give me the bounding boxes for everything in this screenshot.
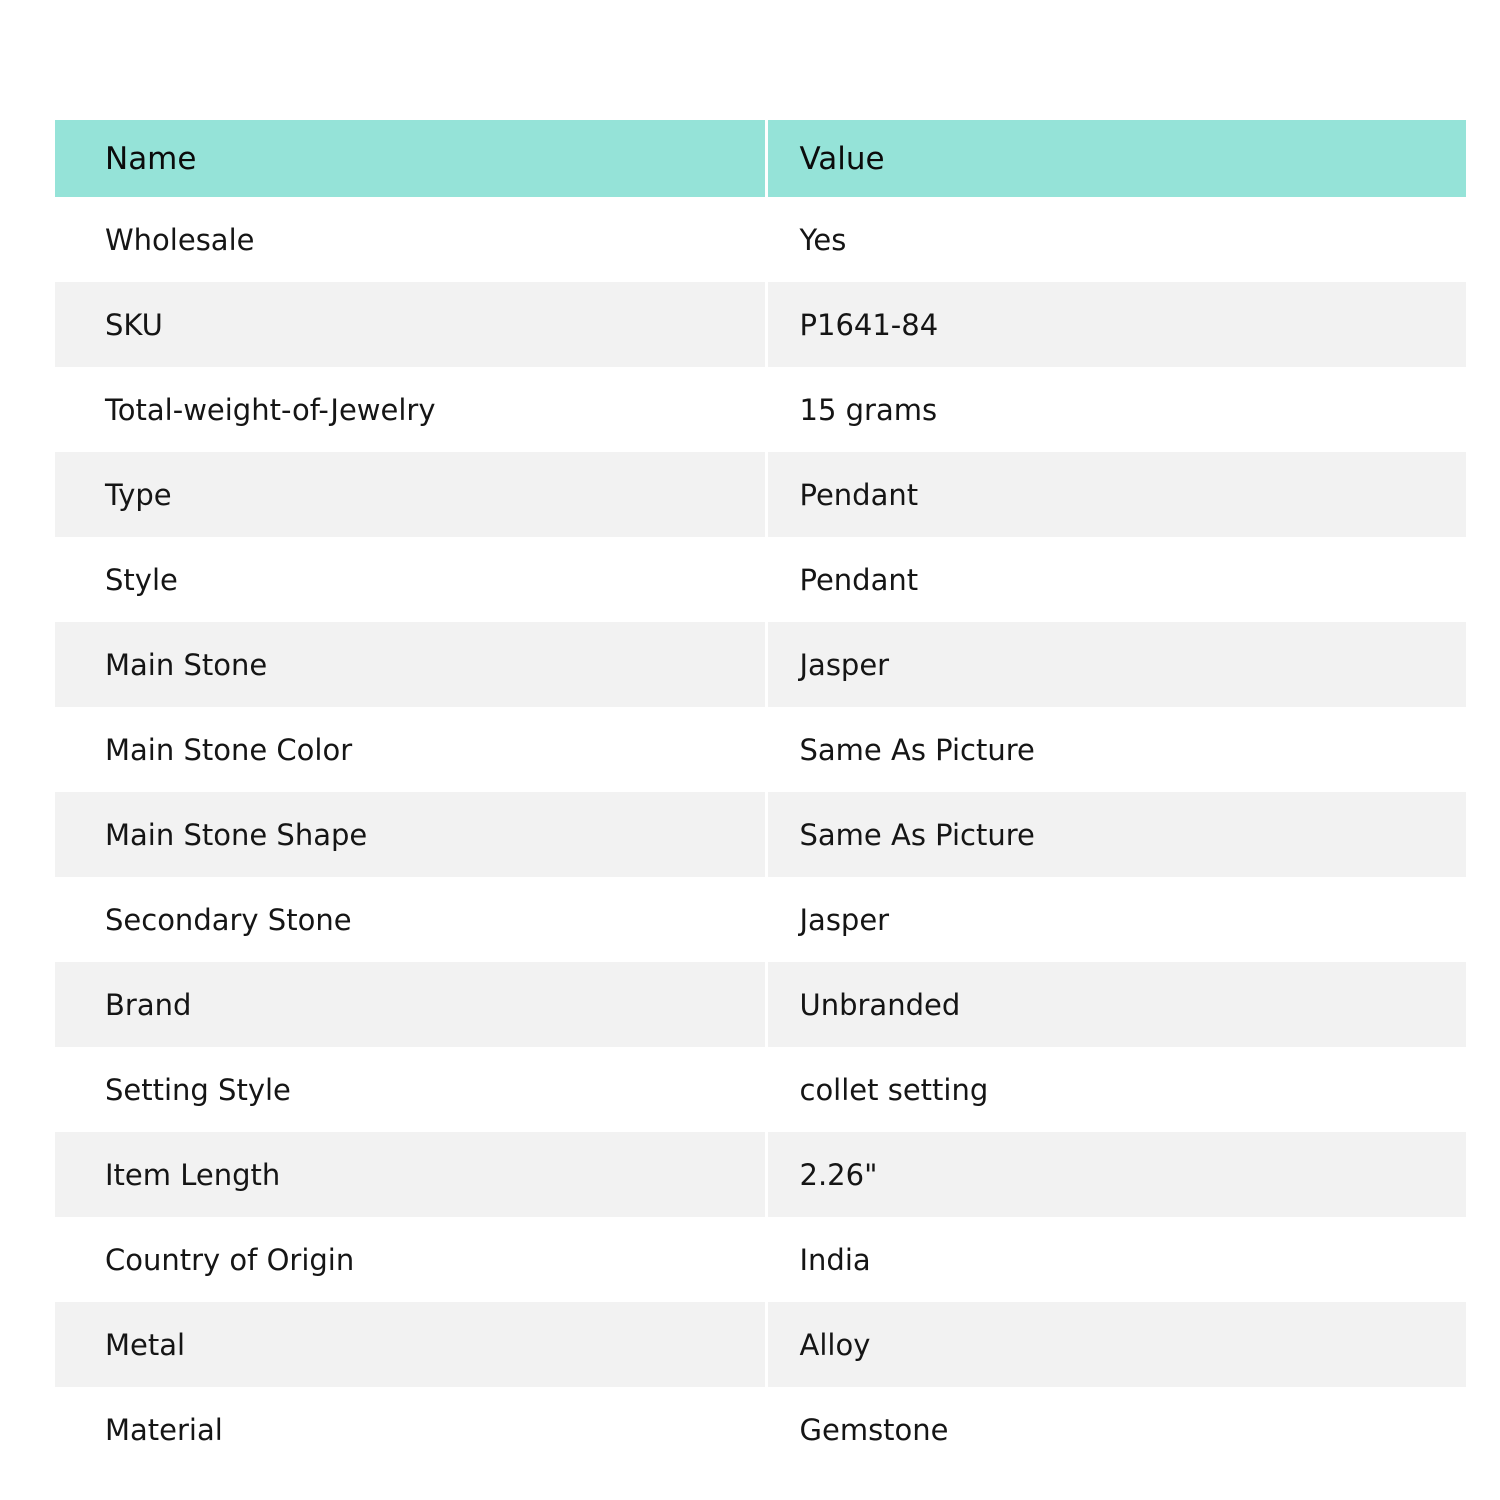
- attribute-value-cell: Pendant: [799, 562, 919, 597]
- table-body: [55, 197, 1466, 1472]
- attribute-name-cell: Main Stone: [55, 622, 766, 707]
- attribute-value-cell: Pendant: [799, 477, 919, 512]
- table-row: [55, 1047, 1466, 1132]
- attribute-name-cell: Brand: [55, 962, 766, 1047]
- attribute-name-cell: Item Length: [55, 1132, 766, 1217]
- table-row: [55, 1387, 1466, 1472]
- table-row: [55, 537, 1466, 622]
- attribute-value-cell: Alloy: [799, 1327, 871, 1362]
- table-row: [55, 792, 1466, 877]
- attribute-name-cell: Secondary Stone: [55, 877, 766, 962]
- attribute-value-cell: Gemstone: [799, 1412, 949, 1447]
- table-row: [55, 452, 1466, 537]
- attribute-name-cell: Country of Origin: [55, 1217, 766, 1302]
- attribute-name-cell: Main Stone Shape: [55, 792, 766, 877]
- name-column-header: Name: [55, 120, 766, 197]
- attribute-name-cell: Total-weight-of-Jewelry: [55, 367, 766, 452]
- attribute-value-cell: Jasper: [799, 902, 890, 937]
- attribute-name-cell: Metal: [55, 1302, 766, 1387]
- attribute-value-cell: P1641-84: [799, 307, 939, 342]
- table-row: [55, 1132, 1466, 1217]
- table-row: [55, 962, 1466, 1047]
- attribute-value-cell: 2.26": [799, 1157, 878, 1192]
- table-row: [55, 707, 1466, 792]
- attribute-value-cell: Same As Picture: [799, 817, 1035, 852]
- attribute-name-cell: Main Stone Color: [55, 707, 766, 792]
- attribute-value-cell: Same As Picture: [799, 732, 1035, 767]
- attribute-name-cell: SKU: [55, 282, 766, 367]
- table-row: [55, 622, 1466, 707]
- specifications-table: [55, 120, 1466, 1472]
- table-row: [55, 1217, 1466, 1302]
- table-row: [55, 197, 1466, 282]
- attribute-value-cell: 15 grams: [799, 392, 938, 427]
- attribute-name-cell: Type: [55, 452, 766, 537]
- attribute-name-cell: Material: [55, 1387, 766, 1472]
- table-row: [55, 282, 1466, 367]
- attribute-name-cell: Style: [55, 537, 766, 622]
- table-header-row: [55, 120, 1466, 197]
- attribute-value-cell: Jasper: [799, 647, 890, 682]
- table-row: [55, 877, 1466, 962]
- attribute-name-cell: Setting Style: [55, 1047, 766, 1132]
- table-header: [55, 120, 1466, 197]
- attribute-value-cell: India: [799, 1242, 871, 1277]
- value-column-header: Value: [799, 140, 885, 177]
- attribute-value-cell: collet setting: [799, 1072, 989, 1107]
- attribute-value-cell: Yes: [799, 222, 847, 257]
- table-row: [55, 1302, 1466, 1387]
- attribute-name-cell: Wholesale: [55, 197, 766, 282]
- attribute-value-cell: Unbranded: [799, 987, 961, 1022]
- table-row: [55, 367, 1466, 452]
